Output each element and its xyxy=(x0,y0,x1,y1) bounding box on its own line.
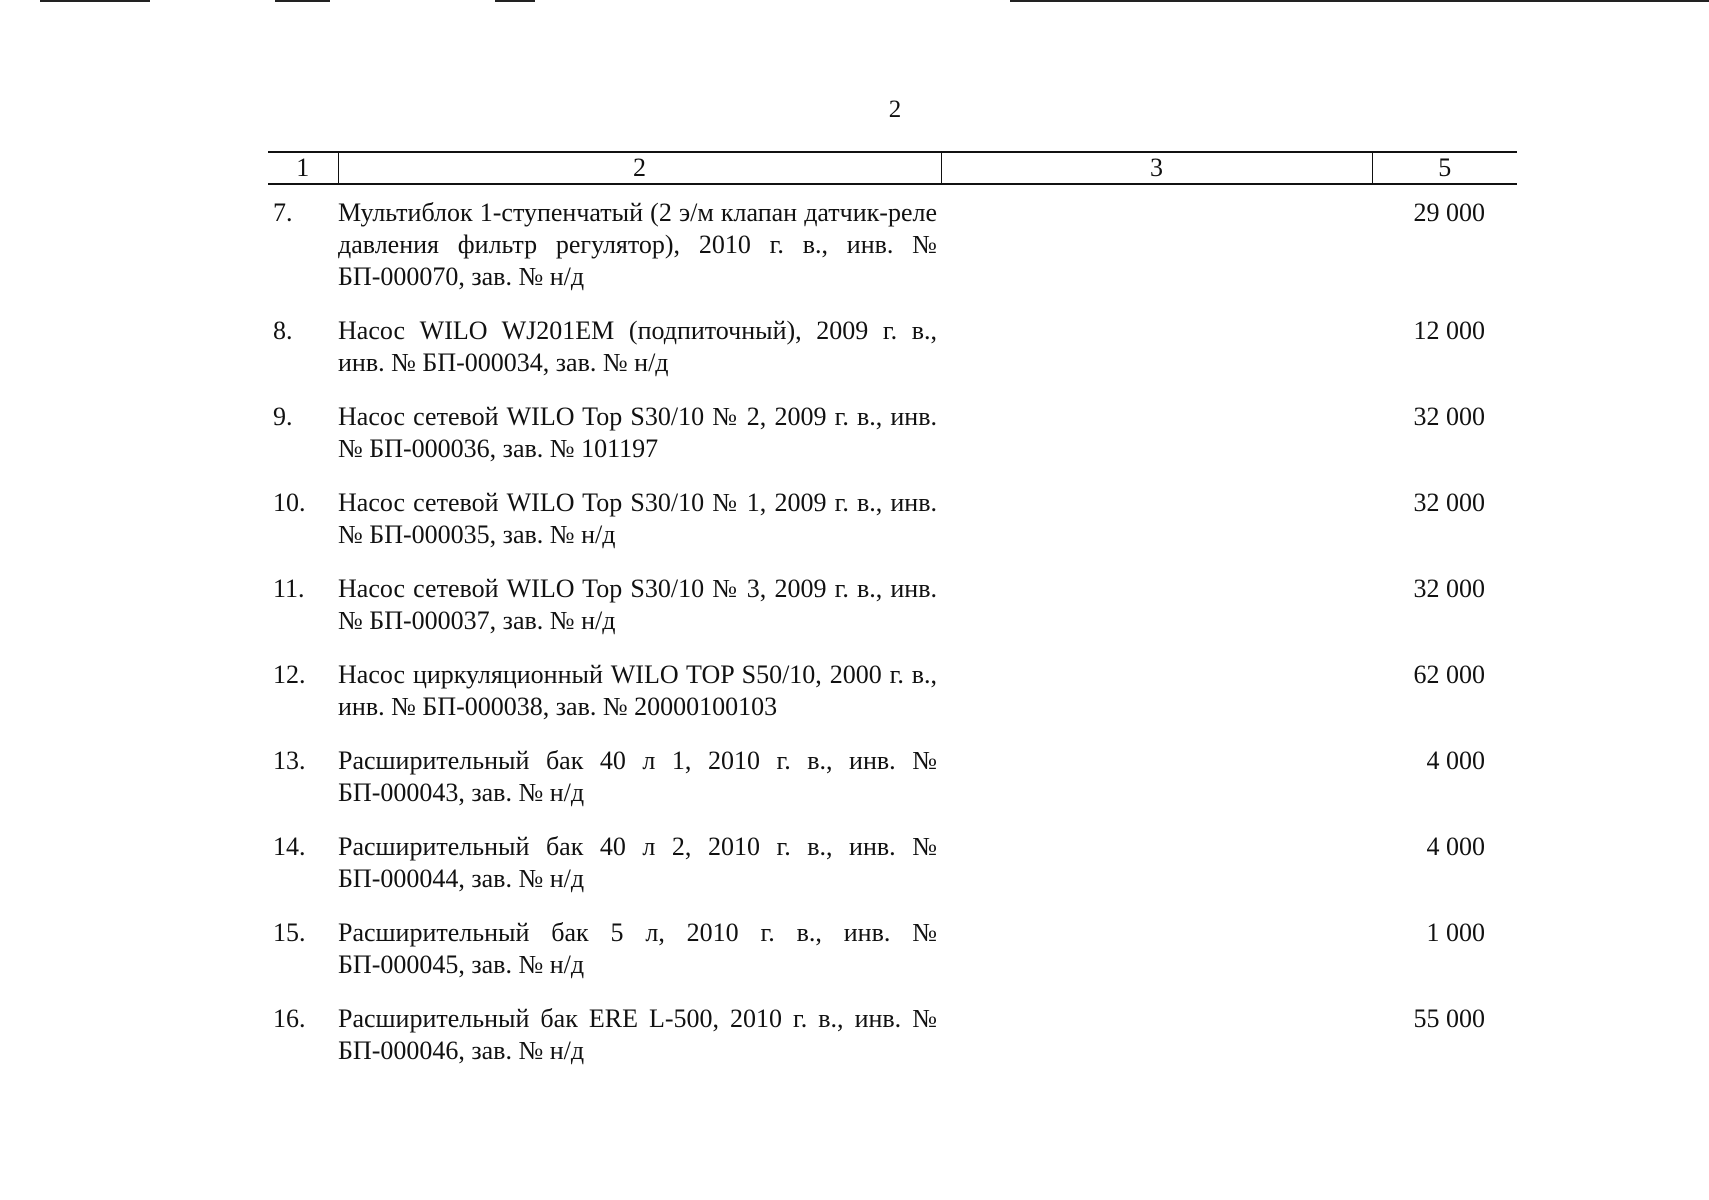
table-row xyxy=(268,563,1517,649)
row-amount: 29 000 xyxy=(1413,198,1485,227)
row-amount: 55 000 xyxy=(1413,1004,1485,1033)
column-header: 1 xyxy=(268,152,338,184)
row-description: Расширительный бак ERE L-500, 2010 г. в., инв. № БП-000046, зав. № н/д xyxy=(338,1004,937,1065)
row-col3 xyxy=(941,477,1372,563)
row-amount: 12 000 xyxy=(1413,316,1485,345)
row-description: Насос сетевой WILO Top S30/10 № 1, 2009 г. в., инв. № БП-000035, зав. № н/д xyxy=(338,488,937,549)
row-description: Расширительный бак 40 л 2, 2010 г. в., инв. № БП-000044, зав. № н/д xyxy=(338,832,937,893)
table-row xyxy=(268,993,1517,1079)
row-description: Расширительный бак 40 л 1, 2010 г. в., инв. № БП-000043, зав. № н/д xyxy=(338,746,937,807)
row-col3 xyxy=(941,649,1372,735)
row-col3 xyxy=(941,821,1372,907)
row-col3 xyxy=(941,907,1372,993)
row-description: Насос WILO WJ201EM (подпиточный), 2009 г. в., инв. № БП-000034, зав. № н/д xyxy=(338,316,937,377)
row-number: 15. xyxy=(273,918,306,947)
table-row xyxy=(268,184,1517,305)
row-number: 13. xyxy=(273,746,306,775)
row-number: 16. xyxy=(273,1004,306,1033)
row-description: Насос сетевой WILO Top S30/10 № 2, 2009 г. в., инв. № БП-000036, зав. № 101197 xyxy=(338,402,937,463)
row-number: 14. xyxy=(273,832,306,861)
row-col3 xyxy=(941,184,1372,305)
table-row xyxy=(268,649,1517,735)
table-row xyxy=(268,477,1517,563)
row-amount: 62 000 xyxy=(1413,660,1485,689)
column-header: 2 xyxy=(338,152,941,184)
row-description: Насос циркуляционный WILO TOP S50/10, 2000 г. в., инв. № БП-000038, зав. № 20000100103 xyxy=(338,660,937,721)
row-col3 xyxy=(941,563,1372,649)
table-row xyxy=(268,821,1517,907)
row-amount: 32 000 xyxy=(1413,488,1485,517)
table-row xyxy=(268,305,1517,391)
column-header: 5 xyxy=(1372,152,1517,184)
row-description: Насос сетевой WILO Top S30/10 № 3, 2009 г. в., инв. № БП-000037, зав. № н/д xyxy=(338,574,937,635)
table-row xyxy=(268,907,1517,993)
row-amount: 4 000 xyxy=(1426,746,1485,775)
row-col3 xyxy=(941,735,1372,821)
row-amount: 4 000 xyxy=(1426,832,1485,861)
row-number: 11. xyxy=(273,574,305,603)
column-header: 3 xyxy=(941,152,1372,184)
table-header-row xyxy=(268,152,1517,184)
table-row xyxy=(268,735,1517,821)
page-number: 2 xyxy=(888,96,902,123)
row-amount: 1 000 xyxy=(1426,918,1485,947)
row-number: 12. xyxy=(273,660,306,689)
row-col3 xyxy=(941,391,1372,477)
row-description: Расширительный бак 5 л, 2010 г. в., инв. № БП-000045, зав. № н/д xyxy=(338,918,937,979)
row-description: Мультиблок 1-ступенчатый (2 э/м клапан датчик-реле давления фильтр регулятор), 2010 г. в., инв. № БП-000070, зав. № н/д xyxy=(338,198,937,291)
scan-edge-line xyxy=(275,0,330,2)
row-number: 7. xyxy=(273,198,293,227)
row-number: 9. xyxy=(273,402,293,431)
scan-edge-line xyxy=(1010,0,1709,2)
row-col3 xyxy=(941,305,1372,391)
row-amount: 32 000 xyxy=(1413,574,1485,603)
row-amount: 32 000 xyxy=(1413,402,1485,431)
scan-edge-line xyxy=(495,0,535,2)
equipment-table xyxy=(268,151,1517,1079)
scan-edge-line xyxy=(40,0,150,2)
row-col3 xyxy=(941,993,1372,1079)
table-row xyxy=(268,391,1517,477)
row-number: 8. xyxy=(273,316,293,345)
row-number: 10. xyxy=(273,488,306,517)
